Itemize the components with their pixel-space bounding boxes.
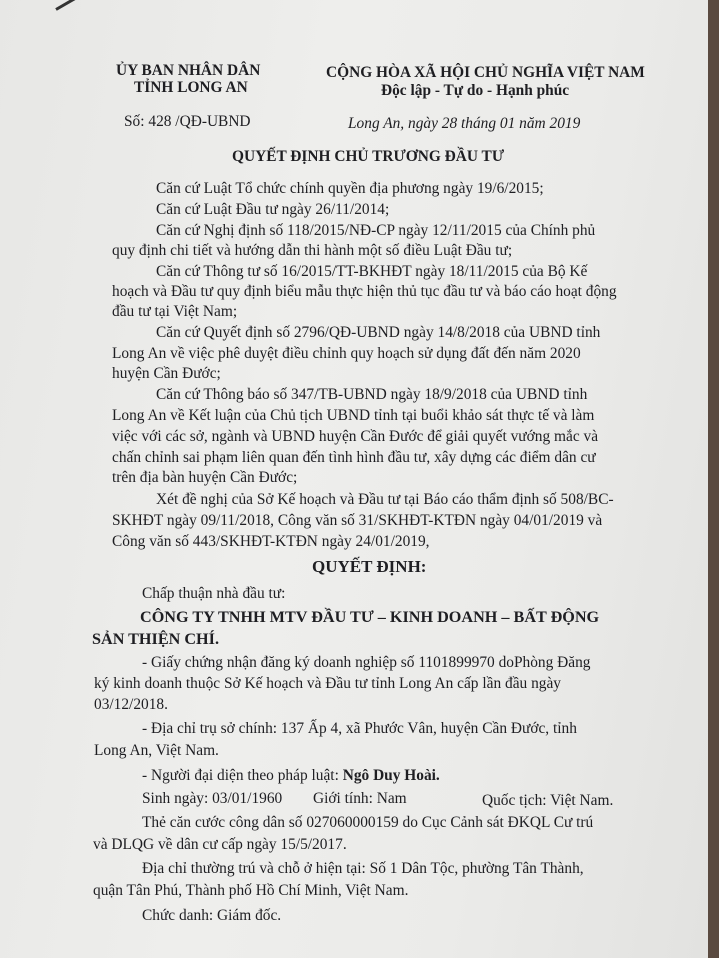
preamble-line: Căn cứ Thông báo số 347/TB-UBND ngày 18/9/2018 của UBND tỉnh — [156, 386, 588, 403]
document-number: Số: 428 /QĐ-UBND — [124, 113, 251, 130]
national-motto: Độc lập - Tự do - Hạnh phúc — [381, 82, 570, 99]
preamble-line: trên địa bàn huyện Cần Đước; — [112, 469, 298, 486]
preamble-line: Căn cứ Thông tư số 16/2015/TT-BKHĐT ngày 18/11/2015 của Bộ Kế — [156, 263, 588, 280]
body-line: Long An, Việt Nam. — [94, 742, 219, 759]
issuer-line2: TỈNH LONG AN — [134, 79, 248, 96]
body-line: quận Tân Phú, Thành phố Hồ Chí Minh, Việt Nam. — [93, 882, 409, 899]
page-edge — [708, 0, 719, 958]
body-line: - Địa chỉ trụ sở chính: 137 Ấp 4, xã Phước Vân, huyện Cần Đước, tỉnh — [142, 720, 577, 737]
issuer-line1: ỦY BAN NHÂN DÂN — [116, 62, 261, 79]
preamble-line: Căn cứ Luật Tổ chức chính quyền địa phương ngày 19/6/2015; — [156, 180, 544, 197]
preamble-line: Căn cứ Quyết định số 2796/QĐ-UBND ngày 14/8/2018 của UBND tỉnh — [156, 324, 601, 341]
national-title: CỘNG HÒA XÃ HỘI CHỦ NGHĨA VIỆT NAM — [326, 64, 645, 81]
body-line: - Giấy chứng nhận đăng ký doanh nghiệp số 1101899970 doPhòng Đăng — [142, 654, 591, 671]
document-title: QUYẾT ĐỊNH CHỦ TRƯƠNG ĐẦU TƯ — [232, 148, 505, 165]
preamble-line: hoạch và Đầu tư quy định biểu mẫu thực hiện thủ tục đầu tư và báo cáo hoạt động — [112, 283, 617, 300]
body-line: Địa chỉ thường trú và chỗ ở hiện tại: Số 1 Dân Tộc, phường Tân Thành, — [142, 860, 584, 877]
body-line: ký kinh doanh thuộc Sở Kế hoạch và Đầu tư tỉnh Long An cấp lần đầu ngày — [94, 675, 561, 692]
representative-name: Ngô Duy Hoài. — [342, 767, 440, 784]
company-name: CÔNG TY TNHH MTV ĐẦU TƯ – KINH DOANH – BẤT ĐỘNG — [140, 608, 600, 626]
approve-line: Chấp thuận nhà đầu tư: — [142, 585, 286, 602]
dob: Sinh ngày: 03/01/1960 — [142, 790, 283, 807]
place-date: Long An, ngày 28 tháng 01 năm 2019 — [348, 115, 581, 132]
preamble-line: Xét đề nghị của Sở Kế hoạch và Đầu tư tại Báo cáo thẩm định số 508/BC- — [156, 491, 614, 508]
preamble-line: SKHĐT ngày 09/11/2018, Công văn số 31/SKHĐT-KTĐN ngày 04/01/2019 và — [112, 512, 603, 529]
preamble-line: Căn cứ Nghị định số 118/2015/NĐ-CP ngày 12/11/2015 của Chính phủ — [156, 222, 596, 239]
decision-heading: QUYẾT ĐỊNH: — [312, 557, 427, 576]
preamble-line: huyện Cần Đước; — [112, 365, 221, 382]
preamble-line: Căn cứ Luật Đầu tư ngày 26/11/2014; — [156, 201, 390, 218]
company-name: SẢN THIỆN CHÍ. — [92, 630, 219, 648]
preamble-line: đầu tư tại Việt Nam; — [112, 303, 238, 320]
representative-line — [142, 767, 440, 785]
position: Chức danh: Giám đốc. — [142, 907, 282, 924]
body-line: Thẻ căn cước công dân số 027060000159 do Cục Cảnh sát ĐKQL Cư trú — [142, 814, 594, 831]
preamble-line: Long An về việc phê duyệt điều chỉnh quy hoạch sử dụng đất đến năm 2020 — [112, 345, 581, 362]
preamble-line: Long An về Kết luận của Chủ tịch UBND tỉnh tại buổi khảo sát thực tế và làm — [112, 407, 595, 424]
preamble-line: việc với các sở, ngành và UBND huyện Cần Đước để giải quyết vướng mắc và — [112, 428, 599, 445]
preamble-line: Công văn số 443/SKHĐT-KTĐN ngày 24/01/2019, — [112, 533, 430, 550]
nationality: Quốc tịch: Việt Nam. — [482, 792, 614, 809]
pen-mark — [55, 0, 82, 11]
gender: Giới tính: Nam — [313, 790, 407, 807]
preamble-line: quy định chi tiết và hướng dẫn thi hành một số điều Luật Đầu tư; — [112, 242, 513, 259]
body-line: 03/12/2018. — [94, 696, 168, 713]
preamble-line: chấn chỉnh sai phạm liên quan đến tình hình đầu tư, xây dựng các điểm dân cư — [112, 449, 596, 466]
body-line: và DLQG về dân cư cấp ngày 15/5/2017. — [93, 836, 347, 853]
representative-label: - Người đại diện theo pháp luật: — [142, 767, 339, 784]
